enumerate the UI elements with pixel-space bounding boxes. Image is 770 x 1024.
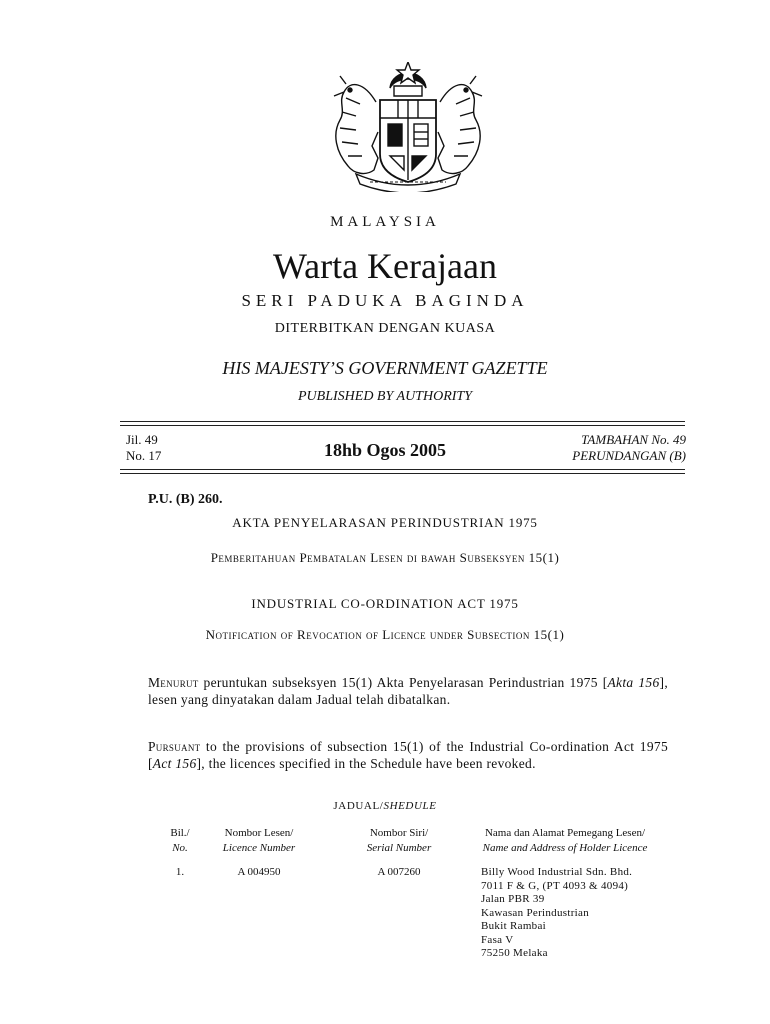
notice-paragraph-malay (148, 674, 668, 708)
column-header-malay: Bil./ (170, 827, 190, 839)
notice-heading-malay: Pemberitahuan Pembatalan Lesen di bawah Subseksyen 15(1) (210, 550, 560, 565)
column-header-malay: Nama dan Alamat Pemegang Lesen/ (484, 827, 646, 839)
notice-paragraph-english (148, 738, 668, 772)
bottom-rule (120, 469, 685, 470)
paragraph-text: ], lesen yang dinyatakan dalam Jadual telah dibatalkan. (148, 675, 669, 707)
issue-number: No. 17 (126, 448, 162, 463)
address-line: Jalan PBR 39 (481, 893, 545, 905)
gazette-title-english: HIS MAJESTY’S GOVERNMENT GAZETTE (222, 358, 548, 378)
act-reference: Akta 156 (607, 675, 660, 690)
paragraph-text: peruntukan subseksyen 15(1) Akta Penyelarasan Perindustrian 1975 [ (198, 675, 608, 690)
column-header-english: No. (172, 842, 188, 854)
top-rule (120, 421, 685, 422)
address-line: 7011 F & G, (PT 4093 & 4094) (481, 879, 629, 892)
column-header-licence (208, 826, 310, 856)
bottom-rule-inner (120, 473, 685, 474)
pu-reference: P.U. (B) 260. (148, 492, 223, 507)
legislation-part: PERUNDANGAN (B) (572, 448, 686, 463)
address-line: 75250 Melaka (481, 947, 548, 959)
column-header-serial (350, 826, 448, 856)
row-number: 1. (175, 866, 185, 878)
holder-address (481, 866, 681, 961)
supplement-info (572, 432, 686, 464)
column-header-english: Licence Number (222, 842, 296, 854)
address-line: Bukit Rambai (481, 920, 547, 932)
act-title-malay: AKTA PENYELARASAN PERINDUSTRIAN 1975 (232, 515, 538, 530)
volume-number: Jil. 49 (126, 432, 158, 447)
paragraph-lead: Menurut (148, 675, 199, 690)
schedule-title-english: SHEDULE (383, 800, 437, 812)
address-line: Billy Wood Industrial Sdn. Bhd. (481, 866, 633, 878)
notice-heading-english: Notification of Revocation of Licence under Subsection 15(1) (205, 627, 565, 642)
column-header-malay: Nombor Siri/ (369, 827, 429, 839)
schedule-title (0, 800, 770, 812)
column-header-malay: Nombor Lesen/ (224, 827, 294, 839)
published-by-authority-malay: DITERBITKAN DENGAN KUASA (274, 321, 496, 336)
gazette-title: Warta Kerajaan (273, 246, 497, 286)
coat-of-arms-emblem (320, 62, 496, 192)
gazette-series: SERI PADUKA BAGINDA (241, 291, 529, 310)
column-header-holder (460, 826, 670, 856)
licence-number: A 004950 (237, 866, 281, 878)
published-by-authority-english: PUBLISHED BY AUTHORITY (298, 389, 472, 404)
supplement-number: TAMBAHAN No. 49 (581, 432, 686, 447)
address-line: Fasa V (481, 933, 514, 946)
act-title-english: INDUSTRIAL CO-ORDINATION ACT 1975 (251, 596, 519, 611)
country-name: MALAYSIA (330, 214, 440, 230)
address-line: Kawasan Perindustrian (481, 906, 590, 919)
serial-number: A 007260 (377, 866, 421, 878)
column-header-english: Name and Address of Holder Licence (482, 842, 648, 854)
paragraph-lead: Pursuant (148, 739, 201, 754)
act-reference: Act 156 (152, 756, 197, 771)
schedule-title-malay: JADUAL/ (333, 800, 384, 812)
column-header-english: Serial Number (366, 842, 432, 854)
column-header-no (156, 826, 204, 856)
paragraph-text: to the provisions of subsection 15(1) of the Industrial Co-ordination Act 1975 [ (148, 739, 668, 771)
top-rule-inner (120, 425, 685, 426)
paragraph-text: ], the licences specified in the Schedule have been revoked. (196, 756, 536, 771)
publication-date: 18hb Ogos 2005 (323, 440, 447, 460)
